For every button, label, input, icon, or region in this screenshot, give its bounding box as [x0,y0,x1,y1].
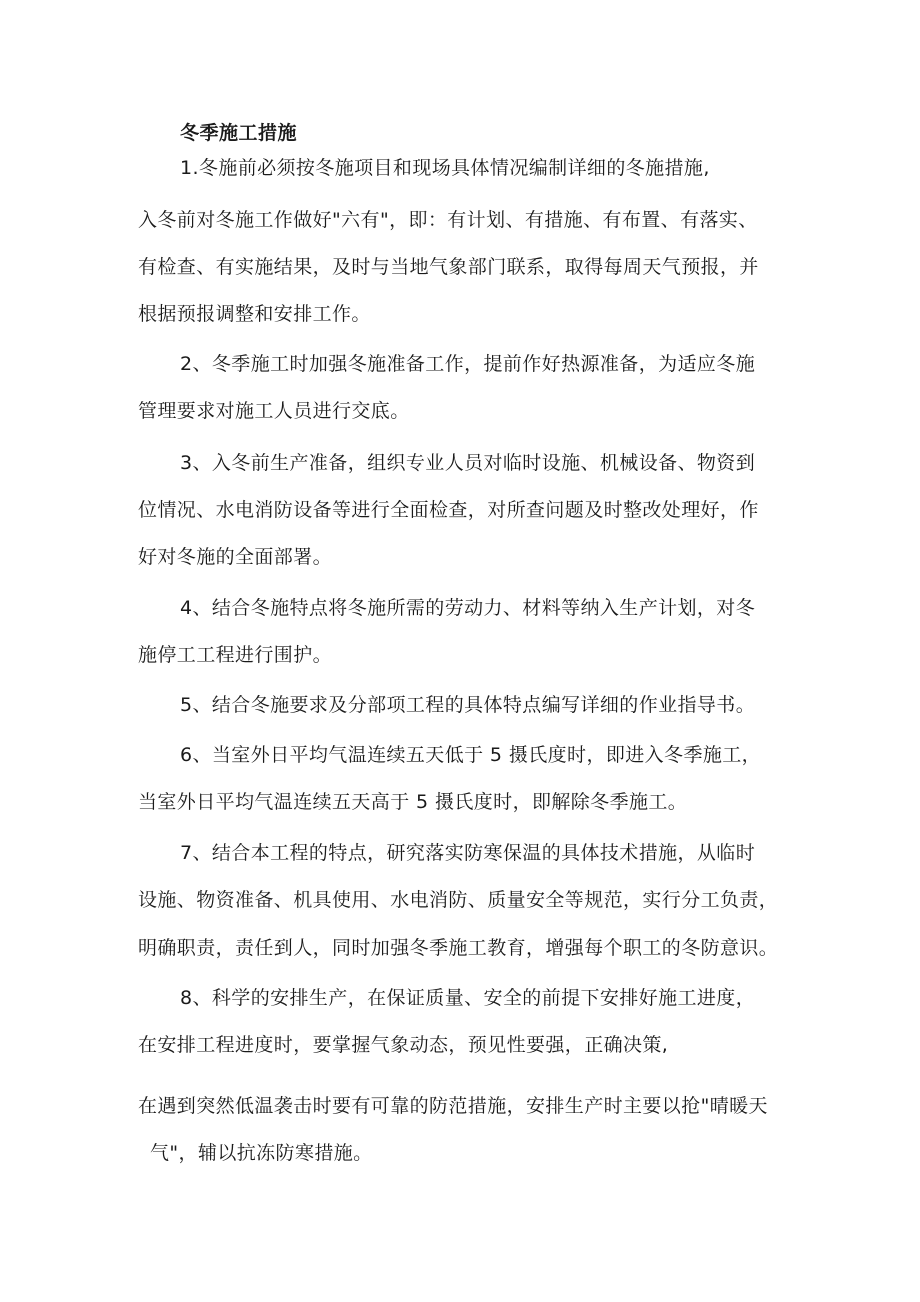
paragraph-4-line-1: 4、结合冬施特点将冬施所需的劳动力、材料等纳入生产计划，对冬 [180,597,756,619]
paragraph-1-line-1: 1.冬施前必须按冬施项目和现场具体情况编制详细的冬施措施, [180,157,710,179]
paragraph-4-line-2: 施停工工程进行围护。 [138,644,333,666]
paragraph-2-line-2: 管理要求对施工人员进行交底。 [138,400,410,422]
paragraph-8-line-2: 在安排工程进度时，要掌握气象动态，预见性要强，正确决策, [138,1034,669,1056]
paragraph-1-line-4: 根据预报调整和安排工作。 [138,303,371,325]
paragraph-3-line-3: 好对冬施的全面部署。 [138,546,333,568]
paragraph-8-line-4: 气"，辅以抗冻防寒措施。 [150,1142,373,1164]
paragraph-7-line-2: 设施、物资准备、机具使用、水电消防、质量安全等规范，实行分工负责， [138,889,779,911]
paragraph-8-line-1: 8、科学的安排生产，在保证质量、安全的前提下安排好施工进度， [180,987,756,1009]
paragraph-3-line-1: 3、入冬前生产准备，组织专业人员对临时设施、机械设备、物资到 [180,452,756,474]
paragraph-1-line-2: 入冬前对冬施工作做好"六有"，即：有计划、有措施、有布置、有落实、 [138,209,758,231]
paragraph-8-line-3: 在遇到突然低温袭击时要有可靠的防范措施，安排生产时主要以抢"晴暖天 [138,1095,768,1117]
paragraph-6-line-2: 当室外日平均气温连续五天高于 5 摄氏度时，即解除冬季施工。 [138,791,688,813]
paragraph-7-line-1: 7、结合本工程的特点，研究落实防寒保温的具体技术措施，从临时 [180,842,756,864]
document-heading: 冬季施工措施 [180,122,298,144]
paragraph-5-line-1: 5、结合冬施要求及分部项工程的具体特点编写详细的作业指导书。 [180,694,756,716]
paragraph-6-line-1: 6、当室外日平均气温连续五天低于 5 摄氏度时，即进入冬季施工， [180,744,762,766]
paragraph-3-line-2: 位情况、水电消防设备等进行全面检查，对所查问题及时整改处理好，作 [138,499,759,521]
paragraph-1-line-3: 有检查、有实施结果，及时与当地气象部门联系，取得每周天气预报，并 [138,256,759,278]
paragraph-7-line-3: 明确职责，责任到人，同时加强冬季施工教育，增强每个职工的冬防意识。 [138,937,779,959]
paragraph-2-line-1: 2、冬季施工时加强冬施准备工作，提前作好热源准备，为适应冬施 [180,353,756,375]
